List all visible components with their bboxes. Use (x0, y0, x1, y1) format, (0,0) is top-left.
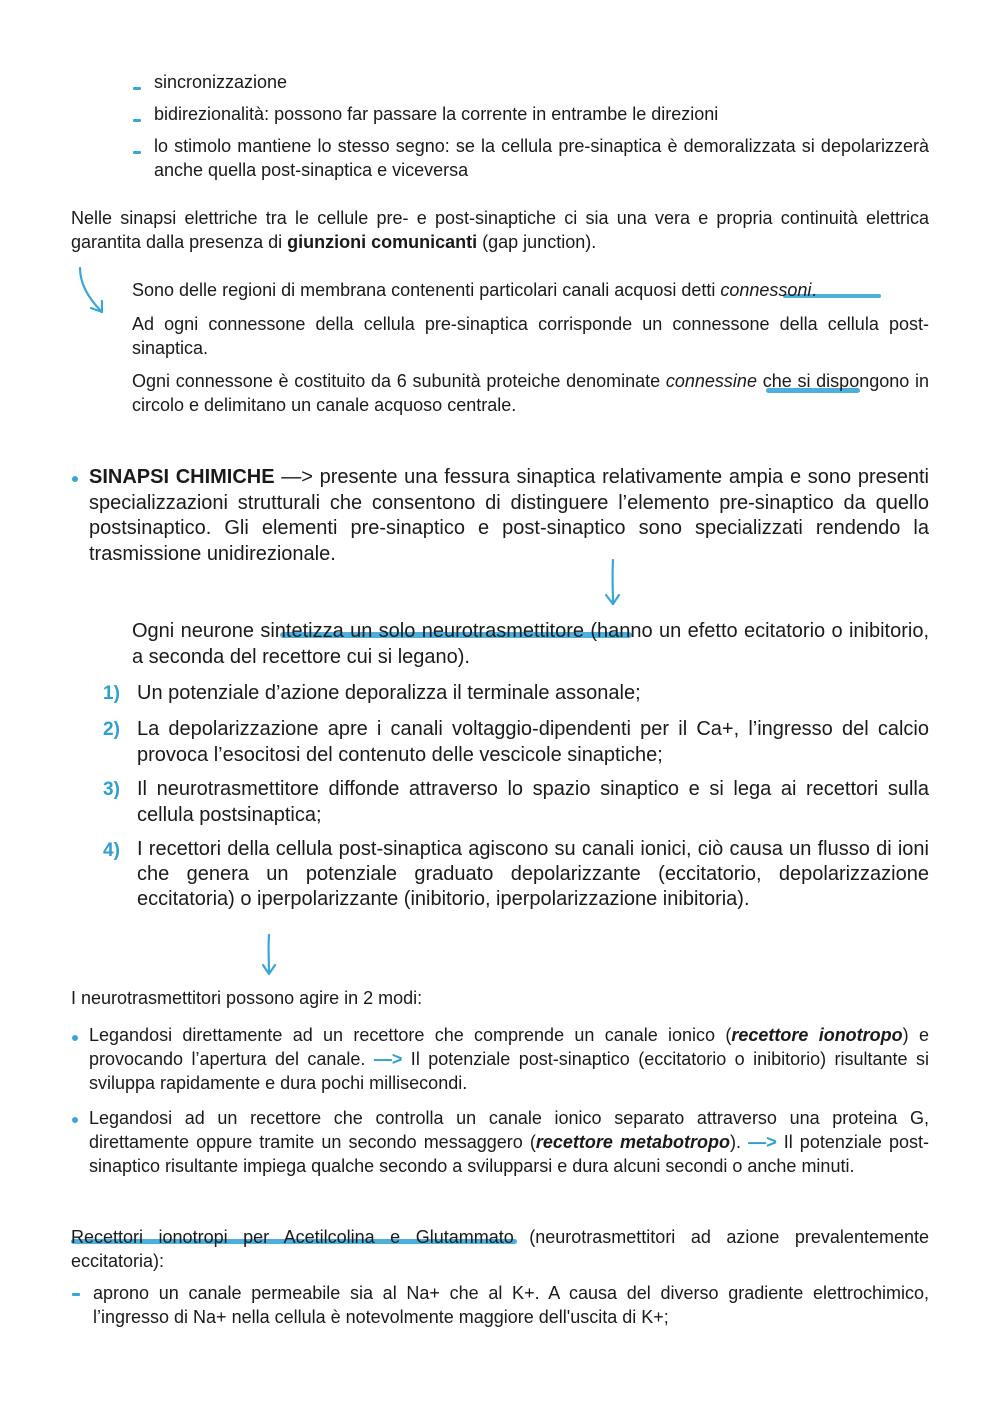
text: Il potenziale post-sinaptico risultante impiega qualche secondo a svilupparsi e dura alcuni secondi o anche minuti. (89, 1132, 929, 1176)
section-title: SINAPSI CHIMICHE (89, 466, 275, 488)
bold-term: giunzioni comunicanti (287, 232, 478, 252)
text: ) e provocando l’apertura del canale. (89, 1025, 929, 1069)
paragraph-elettriche (71, 206, 929, 254)
paragraph-intro-modi: I neurotrasmettitori possono agire in 2 modi: (71, 988, 423, 1008)
text: (hanno un efetto ecitatorio o inibitorio, a seconda del recettore cui si legano). (132, 620, 929, 668)
list-dash (72, 1293, 80, 1296)
arrow-down-icon (603, 558, 623, 608)
list-item: bidirezionalità: possono far passare la corrente in entrambe le direzioni (154, 104, 719, 124)
list-dash (133, 151, 141, 154)
step-number: 3) (103, 779, 120, 800)
text: . (811, 280, 817, 300)
text: Il potenziale post-sinaptico (eccitatorio o inibitorio) risultante si sviluppa rapidamente e dura pochi millisecondi. (89, 1049, 929, 1093)
step-text: I recettori della cellula post-sinaptica agiscono su canali ionici, ciò causa un flusso di ioni che genera un potenziale graduato depolarizzante (eccitatorio, depolarizzazione eccitatoria) o iperpolarizzante (inibitorio, iperpolarizzazione inibitoria). (137, 838, 929, 910)
bullet-dot (72, 1035, 78, 1041)
text: ). (729, 1132, 749, 1152)
paragraph-connessone: Ad ogni connessone della cellula pre-sinaptica corrisponde un connessone della cellula post-sinaptica. (132, 314, 929, 358)
arrow-icon (76, 266, 110, 316)
term: connessine (665, 371, 757, 391)
bold-term: recettore metabotropo (535, 1132, 730, 1152)
text: (neurotrasmettitori ad azione prevalentemente eccitatoria): (71, 1227, 929, 1271)
bullet-dot (72, 1117, 78, 1123)
arrow-text: —> (274, 466, 320, 488)
step-text: La depolarizzazione apre i canali voltaggio-dipendenti per il Ca+, l’ingresso del calcio provoca l’esocitosi del contenuto delle vescicole sinaptiche; (137, 718, 929, 766)
bullet-metabotropo (89, 1106, 929, 1178)
step-text: Il neurotrasmettitore diffonde attraverso lo spazio sinaptico e si lega ai recettori sulla cellula postsinaptica; (137, 778, 929, 826)
paragraph-connessine (132, 369, 929, 417)
step-number: 1) (103, 683, 120, 704)
text: Ogni connessone è costituito da 6 subunità proteiche denominate (132, 371, 666, 391)
bold-term: recettore ionotropo (731, 1025, 903, 1045)
text: Ogni neurone (132, 620, 261, 642)
arrow-text: —> (373, 1049, 403, 1069)
paragraph-connessoni (132, 278, 929, 302)
text: Legandosi direttamente ad un recettore che comprende un canale ionico ( (89, 1025, 732, 1045)
arrow-text: —> (748, 1132, 777, 1152)
step-number: 4) (103, 840, 120, 861)
list-item: lo stimolo mantiene lo stesso segno: se la cellula pre-sinaptica è demoralizzata si depolarizzerà anche quella post-sinaptica e viceversa (154, 136, 929, 180)
list-item: sincronizzazione (154, 72, 288, 92)
text: che si dispongono in circolo e delimitano un canale acquoso centrale. (132, 371, 929, 415)
paragraph-neurone (132, 618, 929, 670)
text: Nelle sinapsi elettriche tra le cellule pre- e post-sinaptiche ci sia una vera e propria continuità elettrica garantita dalla presenza di (71, 208, 929, 252)
bullet-ionotropo (89, 1023, 929, 1095)
text: Sono delle regioni di membrana contenenti particolari canali acquosi detti (132, 280, 721, 300)
text: (gap junction). (477, 232, 597, 252)
list-dash (133, 119, 141, 122)
paragraph-chimiche (89, 465, 929, 567)
text: presente una fessura sinaptica relativamente ampia e sono presenti specializzazioni strutturali che consentono di distinguere l’elemento pre-sinaptico da quello postsinaptico. Gli elementi pre-sinaptico e post-sinaptico sono specializzati rendendo la trasmissione unidirezionale. (89, 466, 929, 565)
step-number: 2) (103, 719, 120, 740)
highlighted-text: Recettori ionotropi per Acetilcolina e Glutammato (71, 1227, 514, 1247)
list-item: aprono un canale permeabile sia al Na+ che al K+. A causa del diverso gradiente elettrochimico, l’ingresso di Na+ nella cellula è notevolmente maggiore dell'uscita di K+; (93, 1283, 929, 1327)
list-dash (133, 87, 141, 90)
bullet-dot (72, 476, 78, 482)
term: connessoni (720, 280, 812, 300)
highlighted-text: sintetizza un solo neurotrasmettitore (260, 620, 585, 642)
step-text: Un potenziale d’azione deporalizza il terminale assonale; (137, 682, 641, 704)
text: Legandosi ad un recettore che controlla un canale ionico separato attraverso una proteina G, direttamente oppure tramite un secondo messaggero ( (89, 1108, 929, 1152)
paragraph-ionotropi (71, 1225, 929, 1273)
arrow-down-icon (259, 933, 279, 979)
